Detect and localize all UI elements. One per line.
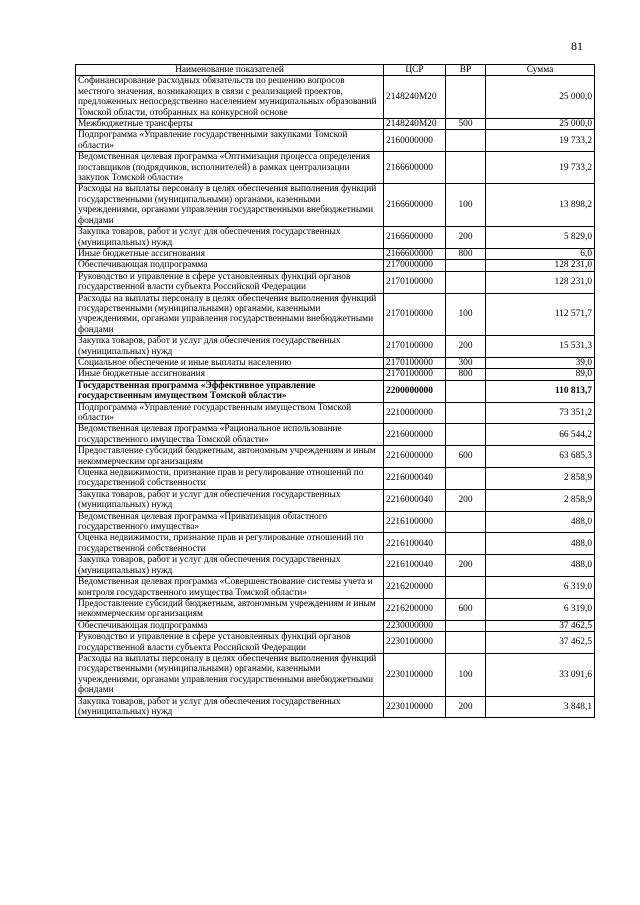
- table-row: [76, 555, 595, 577]
- cell-csr: 2230100000: [384, 632, 446, 654]
- cell-sum: 39,0: [486, 357, 595, 368]
- cell-vr: [446, 468, 486, 490]
- table-row: [76, 446, 595, 468]
- cell-csr: 2216100040: [384, 533, 446, 555]
- cell-sum: 6 319,0: [486, 598, 595, 620]
- cell-sum: 89,0: [486, 369, 595, 380]
- cell-vr: [446, 152, 486, 184]
- cell-name: Расходы на выплаты персоналу в целях обеспечения выполнения функций государственными (муниципальными) органами, казенными учреждениями, органами управления государственными внебюджетными фондами: [76, 184, 384, 227]
- cell-sum: 25 000,0: [486, 119, 595, 130]
- table-row: [76, 130, 595, 152]
- cell-name: Обеспечивающая подпрограмма: [76, 260, 384, 271]
- cell-csr: 2160000000: [384, 130, 446, 152]
- cell-csr: 2216200000: [384, 598, 446, 620]
- cell-name: Софинансирование расходных обязательств по решению вопросов местного значения, возникающих в связи с реализацией проектов, предложенных непосредственно населением муниципальных образований Томской области, отобранных на конкурсной основе: [76, 76, 384, 119]
- cell-sum: 63 685,3: [486, 446, 595, 468]
- table-row: [76, 248, 595, 259]
- table-row: [76, 598, 595, 620]
- table-row: [76, 402, 595, 424]
- table-row: [76, 577, 595, 599]
- cell-name: Государственная программа «Эффективное управление государственным имуществом Томской области»: [76, 380, 384, 402]
- column-header-vr: ВР: [446, 65, 486, 76]
- table-row: [76, 152, 595, 184]
- cell-csr: 2166600000: [384, 152, 446, 184]
- cell-name: Расходы на выплаты персоналу в целях обеспечения выполнения функций государственными (муниципальными) органами, казенными учреждениями, органами управления государственными внебюджетными фондами: [76, 293, 384, 336]
- cell-sum: 6 319,0: [486, 577, 595, 599]
- cell-name: Руководство и управление в сфере установленных функций органов государственной власти субъекта Российской Федерации: [76, 271, 384, 293]
- cell-vr: [446, 533, 486, 555]
- cell-name: Ведомственная целевая программа «Совершенствование системы учета и контроля государственного имущества Томской области»: [76, 577, 384, 599]
- cell-csr: 2166600000: [384, 248, 446, 259]
- cell-csr: 2230000000: [384, 620, 446, 631]
- table-row: [76, 227, 595, 249]
- cell-csr: 2210000000: [384, 402, 446, 424]
- cell-vr: 800: [446, 248, 486, 259]
- table-row: [76, 357, 595, 368]
- cell-sum: 25 000,0: [486, 76, 595, 119]
- cell-vr: 200: [446, 227, 486, 249]
- table-row: [76, 260, 595, 271]
- cell-csr: 2170100000: [384, 271, 446, 293]
- cell-csr: 2148240М20: [384, 119, 446, 130]
- cell-vr: 200: [446, 336, 486, 358]
- cell-vr: 800: [446, 369, 486, 380]
- cell-csr: 2216000040: [384, 468, 446, 490]
- cell-name: Ведомственная целевая программа «Оптимизация процесса определения поставщиков (подрядчиков, исполнителей) в рамках централизации закупок Томской области»: [76, 152, 384, 184]
- table-row: [76, 489, 595, 511]
- table-row: [76, 533, 595, 555]
- cell-sum: 66 544,2: [486, 424, 595, 446]
- cell-vr: [446, 380, 486, 402]
- table-row: [76, 424, 595, 446]
- cell-name: Межбюджетные трансферты: [76, 119, 384, 130]
- cell-csr: 2170100000: [384, 357, 446, 368]
- cell-vr: [446, 271, 486, 293]
- cell-sum: 3 848,1: [486, 696, 595, 718]
- cell-vr: 200: [446, 696, 486, 718]
- table-row: [76, 271, 595, 293]
- cell-vr: 100: [446, 184, 486, 227]
- cell-name: Закупка товаров, работ и услуг для обеспечения государственных (муниципальных) нужд: [76, 696, 384, 718]
- cell-name: Обеспечивающая подпрограмма: [76, 620, 384, 631]
- table-row: [76, 380, 595, 402]
- table-row: [76, 511, 595, 533]
- cell-sum: 73 351,2: [486, 402, 595, 424]
- cell-sum: 5 829,0: [486, 227, 595, 249]
- cell-vr: [446, 76, 486, 119]
- cell-sum: 128 231,0: [486, 271, 595, 293]
- cell-sum: 2 858,9: [486, 468, 595, 490]
- cell-sum: 15 531,3: [486, 336, 595, 358]
- cell-sum: 112 571,7: [486, 293, 595, 336]
- table-row: [76, 76, 595, 119]
- cell-csr: 2216000000: [384, 446, 446, 468]
- cell-csr: 2216100000: [384, 511, 446, 533]
- cell-csr: 2230100000: [384, 696, 446, 718]
- cell-sum: 37 462,5: [486, 620, 595, 631]
- cell-csr: 2166600000: [384, 184, 446, 227]
- cell-vr: 100: [446, 293, 486, 336]
- cell-csr: 2166600000: [384, 227, 446, 249]
- table-row: [76, 184, 595, 227]
- cell-vr: 200: [446, 555, 486, 577]
- table-row: [76, 336, 595, 358]
- cell-csr: 2170100000: [384, 369, 446, 380]
- cell-name: Иные бюджетные ассигнования: [76, 248, 384, 259]
- cell-vr: 500: [446, 119, 486, 130]
- cell-sum: 33 091,6: [486, 653, 595, 696]
- cell-sum: 6,0: [486, 248, 595, 259]
- cell-vr: [446, 130, 486, 152]
- table-row: [76, 620, 595, 631]
- cell-vr: 100: [446, 653, 486, 696]
- cell-vr: [446, 511, 486, 533]
- table-row: [76, 653, 595, 696]
- cell-vr: [446, 620, 486, 631]
- cell-csr: 2170100000: [384, 336, 446, 358]
- table-row: [76, 632, 595, 654]
- table-row: [76, 468, 595, 490]
- cell-vr: [446, 577, 486, 599]
- table-row: [76, 119, 595, 130]
- cell-vr: [446, 424, 486, 446]
- cell-vr: [446, 402, 486, 424]
- cell-name: Оценка недвижимости, признание прав и регулирование отношений по государственной собственности: [76, 533, 384, 555]
- cell-sum: 488,0: [486, 511, 595, 533]
- table-row: [76, 293, 595, 336]
- cell-name: Предоставление субсидий бюджетным, автономным учреждениям и иным некоммерческим организациям: [76, 598, 384, 620]
- cell-sum: 488,0: [486, 533, 595, 555]
- cell-name: Расходы на выплаты персоналу в целях обеспечения выполнения функций государственными (муниципальными) органами, казенными учреждениями, органами управления государственными внебюджетными фондами: [76, 653, 384, 696]
- cell-name: Закупка товаров, работ и услуг для обеспечения государственных (муниципальных) нужд: [76, 555, 384, 577]
- cell-name: Подпрограмма «Управление государственным имуществом Томской области»: [76, 402, 384, 424]
- table-header-row: [76, 65, 595, 76]
- column-header-sum: Сумма: [486, 65, 595, 76]
- cell-name: Оценка недвижимости, признание прав и регулирование отношений по государственной собственности: [76, 468, 384, 490]
- cell-name: Иные бюджетные ассигнования: [76, 369, 384, 380]
- cell-name: Предоставление субсидий бюджетным, автономным учреждениям и иным некоммерческим организациям: [76, 446, 384, 468]
- cell-sum: 13 898,2: [486, 184, 595, 227]
- cell-name: Социальное обеспечение и иные выплаты населению: [76, 357, 384, 368]
- cell-sum: 37 462,5: [486, 632, 595, 654]
- cell-vr: 300: [446, 357, 486, 368]
- cell-vr: 200: [446, 489, 486, 511]
- cell-sum: 2 858,9: [486, 489, 595, 511]
- cell-name: Закупка товаров, работ и услуг для обеспечения государственных (муниципальных) нужд: [76, 489, 384, 511]
- cell-csr: 2170100000: [384, 293, 446, 336]
- cell-csr: 2216200000: [384, 577, 446, 599]
- cell-vr: 600: [446, 598, 486, 620]
- table-row: [76, 696, 595, 718]
- table-body: [76, 76, 595, 718]
- cell-name: Закупка товаров, работ и услуг для обеспечения государственных (муниципальных) нужд: [76, 336, 384, 358]
- cell-vr: 600: [446, 446, 486, 468]
- table-row: [76, 369, 595, 380]
- cell-csr: 2200000000: [384, 380, 446, 402]
- cell-sum: 128 231,0: [486, 260, 595, 271]
- cell-csr: 2170000000: [384, 260, 446, 271]
- cell-sum: 110 813,7: [486, 380, 595, 402]
- cell-name: Закупка товаров, работ и услуг для обеспечения государственных (муниципальных) нужд: [76, 227, 384, 249]
- column-header-name: Наименование показателей: [76, 65, 384, 76]
- column-header-csr: ЦСР: [384, 65, 446, 76]
- cell-name: Ведомственная целевая программа «Приватизация областного государственного имущества»: [76, 511, 384, 533]
- cell-sum: 19 733,2: [486, 152, 595, 184]
- page-number: 81: [571, 39, 583, 53]
- cell-csr: 2216100040: [384, 555, 446, 577]
- cell-sum: 488,0: [486, 555, 595, 577]
- cell-csr: 2216000040: [384, 489, 446, 511]
- cell-csr: 2148240М20: [384, 76, 446, 119]
- cell-vr: [446, 632, 486, 654]
- cell-sum: 19 733,2: [486, 130, 595, 152]
- cell-csr: 2216000000: [384, 424, 446, 446]
- cell-csr: 2230100000: [384, 653, 446, 696]
- cell-name: Подпрограмма «Управление государственными закупками Томской области»: [76, 130, 384, 152]
- cell-vr: [446, 260, 486, 271]
- cell-name: Ведомственная целевая программа «Рациональное использование государственного имущества Томской области»: [76, 424, 384, 446]
- cell-name: Руководство и управление в сфере установленных функций органов государственной власти субъекта Российской Федерации: [76, 632, 384, 654]
- budget-table: [75, 64, 595, 718]
